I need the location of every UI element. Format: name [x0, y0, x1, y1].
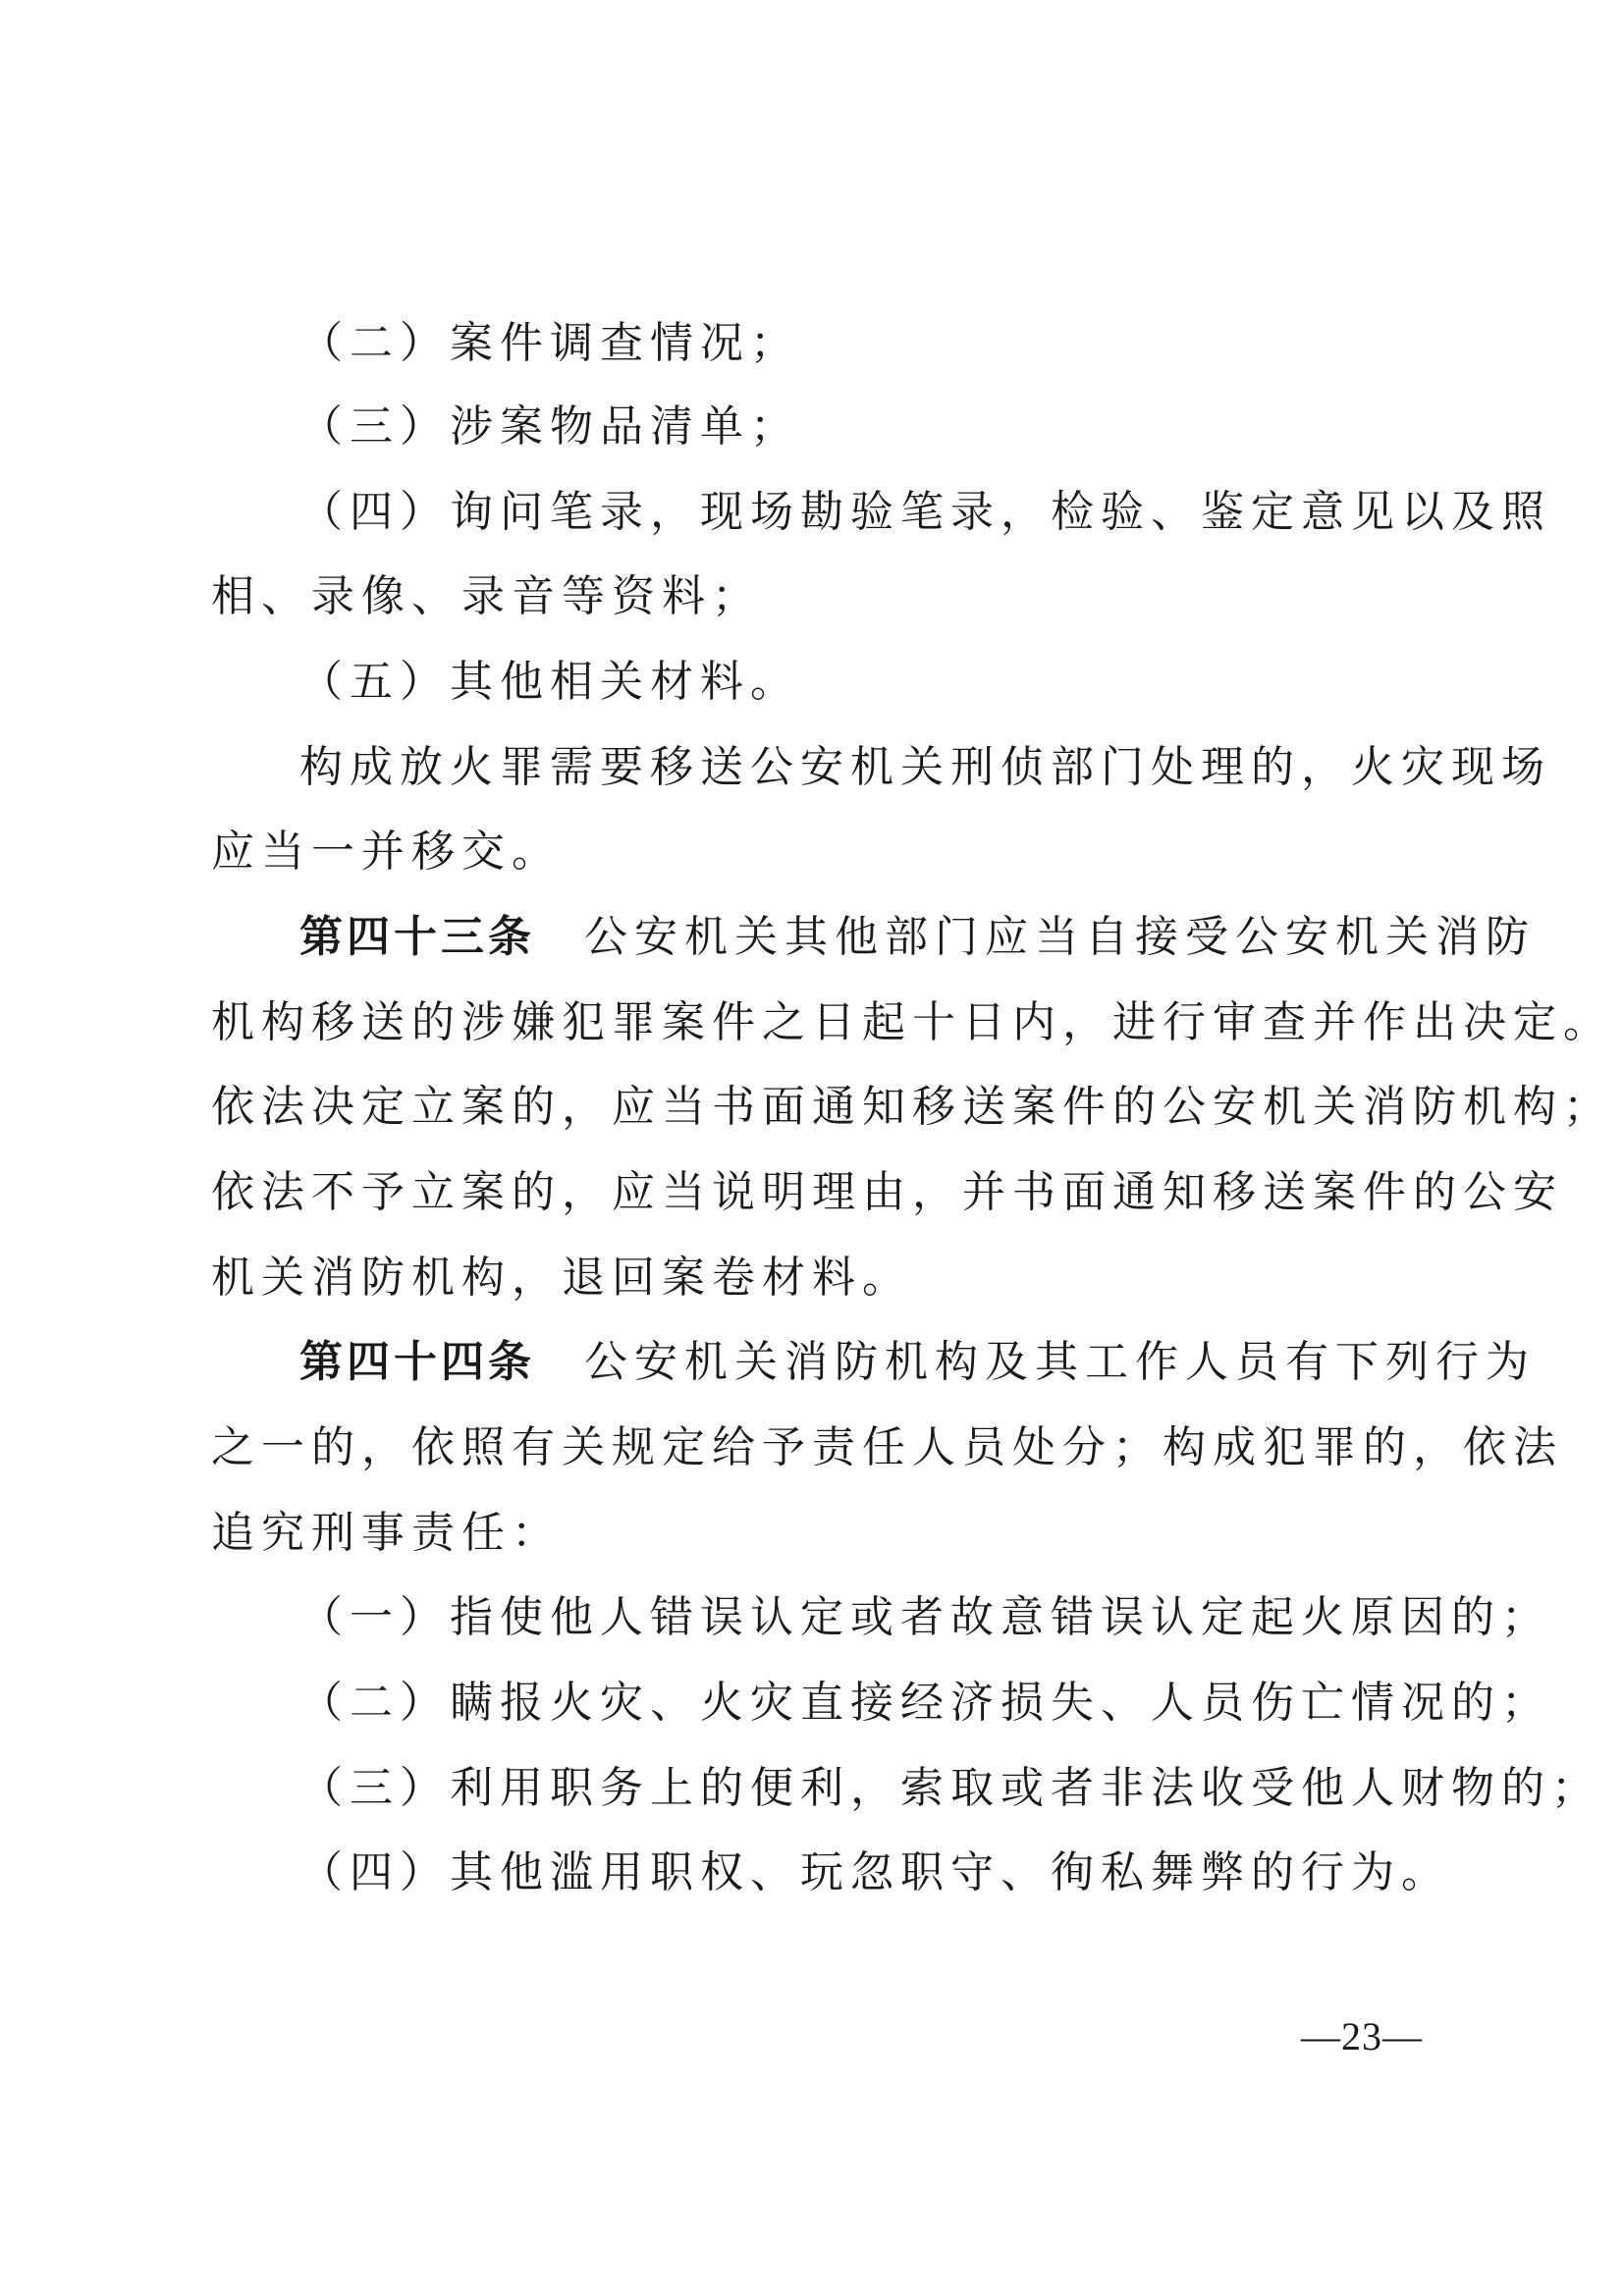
- article-43-title: 第四十三条: [299, 912, 535, 962]
- list-item-5-other-materials: （五）其他相关材料。: [299, 657, 800, 707]
- violation-item-1: （一）指使他人错误认定或者故意错误认定起火原因的；: [299, 1592, 1551, 1642]
- arson-transfer-line2: 应当一并移交。: [211, 827, 562, 877]
- article-44-line2: 之一的，依照有关规定给予责任人员处分；构成犯罪的，依法: [211, 1422, 1563, 1472]
- violation-item-3: （三）利用职务上的便利，索取或者非法收受他人财物的；: [299, 1763, 1601, 1813]
- article-43-line3: 依法决定立案的，应当书面通知移送案件的公安机关消防机构；: [211, 1082, 1613, 1132]
- article-43-line5: 机关消防机构，退回案卷材料。: [211, 1253, 912, 1303]
- violation-item-2: （二）瞒报火灾、火灾直接经济损失、人员伤亡情况的；: [299, 1678, 1551, 1728]
- article-44-line3: 追究刑事责任：: [211, 1508, 562, 1558]
- violation-item-4: （四）其他滥用职权、玩忽职守、徇私舞弊的行为。: [299, 1847, 1451, 1897]
- list-item-4-records-line2: 相、录像、录音等资料；: [211, 571, 762, 621]
- article-43-line1: [299, 908, 1536, 967]
- list-item-2-case-investigation: （二）案件调查情况；: [299, 318, 800, 368]
- list-item-4-records-line1: （四）询问笔录，现场勘验笔录，检验、鉴定意见以及照: [299, 487, 1551, 537]
- article-44-title: 第四十四条: [299, 1337, 535, 1387]
- article-43-line4: 依法不予立案的，应当说明理由，并书面通知移送案件的公安: [211, 1167, 1563, 1217]
- page-number: —23—: [1301, 2014, 1423, 2058]
- article-43-line2: 机构移送的涉嫌犯罪案件之日起十日内，进行审查并作出决定。: [211, 997, 1613, 1047]
- article-43-text: 公安机关其他部门应当自接受公安机关消防: [584, 912, 1536, 962]
- article-44-text: 公安机关消防机构及其工作人员有下列行为: [584, 1337, 1536, 1387]
- list-item-3-evidence-list: （三）涉案物品清单；: [299, 401, 800, 452]
- article-44-line1: [299, 1333, 1536, 1392]
- arson-transfer-line1: 构成放火罪需要移送公安机关刑侦部门处理的，火灾现场: [299, 742, 1551, 792]
